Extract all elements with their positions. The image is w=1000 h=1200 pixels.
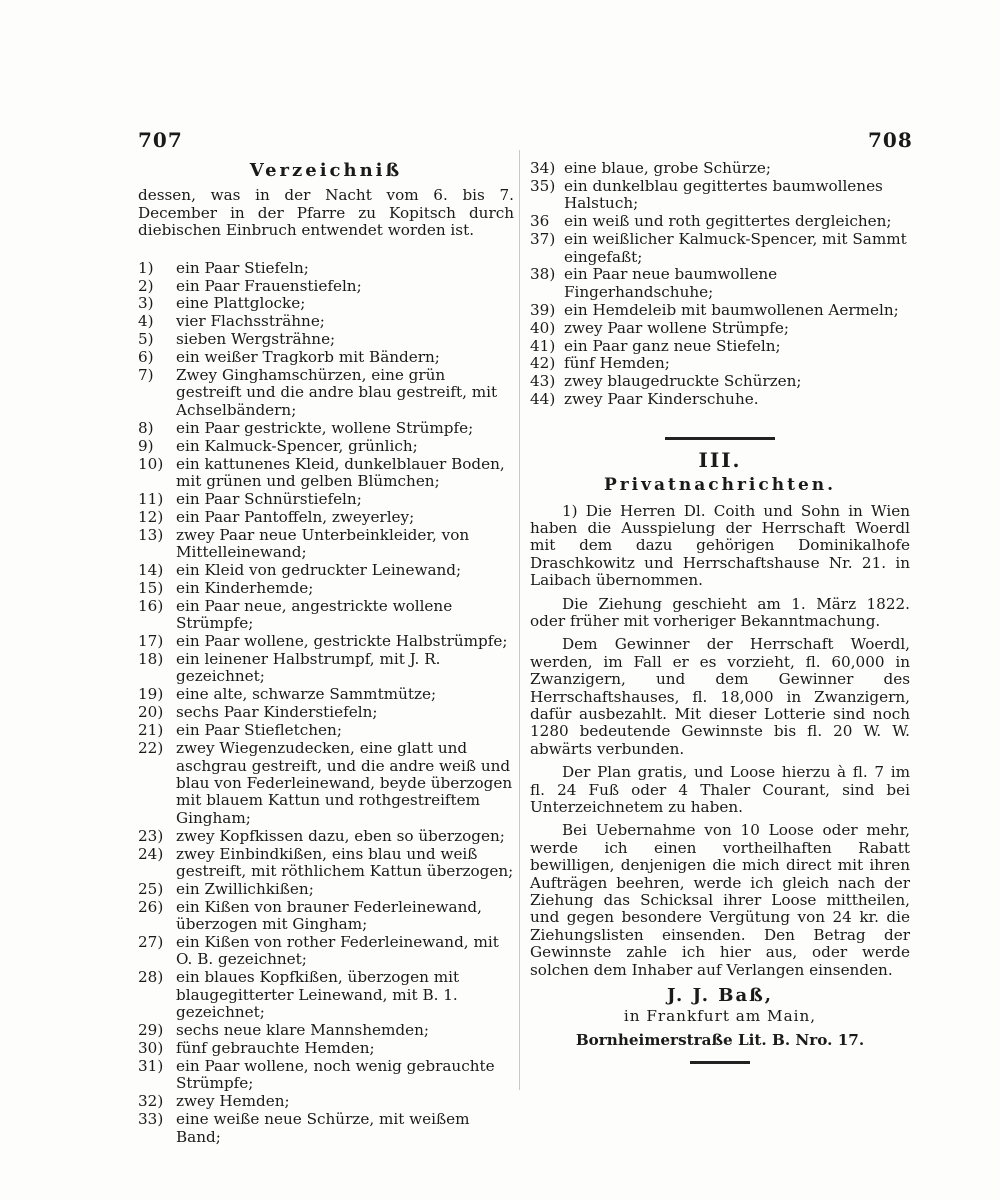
item-number: 36 [530,212,550,231]
list-item [530,391,910,408]
item-text: ein Paar Stiefletchen; [176,721,342,740]
item-number: 14) [138,561,164,580]
item-number: 35) [530,176,556,195]
item-text: ein Kißen von rother Federleinewand, mit O. B. gezeichnet; [176,933,499,969]
section-title: Privatnachrichten. [603,475,837,496]
item-text: ein kattunenes Kleid, dunkelblauer Boden, mit grünen und gelben Blümchen; [176,454,505,490]
list-item [138,934,514,969]
item-text: eine Plattglocke; [176,294,306,313]
list-item [530,338,910,355]
item-number: 6) [138,348,154,367]
notice-paragraph: Dem Gewinner der Herrschaft Woerdl, werden, im Fall er es vorzieht, fl. 60,000 in Zwanzigern, und dem Gewinner des Herrschaftshauses, fl. 18,000 in Zwanzigern, dafür ausbezahlt. Mit dieser Lotterie sind noch 1280 bedeutende Gewinnste bis fl. 20 W. W. abwärts verbunden. [530,635,910,758]
item-text: zwey Paar neue Unterbeinkleider, von Mittelleinewand; [176,525,470,562]
item-number: 37) [530,230,556,249]
list-item [138,686,514,703]
list-item [530,160,910,177]
section-rule [665,437,775,440]
item-number: 3) [138,294,154,313]
item-number: 23) [138,826,164,845]
list-item [138,1093,514,1110]
item-number: 19) [138,685,164,704]
item-text: zwey Paar Kinderschuhe. [564,390,759,409]
signature-name: J. J. Baß, [666,985,774,1007]
item-number: 33) [138,1110,164,1129]
item-text: ein dunkelblau gegittertes baumwollenes Halstuch; [564,176,883,213]
item-text: ein Zwillichkißen; [176,879,314,898]
list-item [138,651,514,686]
item-number: 12) [138,507,164,526]
item-number: 11) [138,489,164,508]
left-column [138,162,514,1146]
list-item [138,278,514,295]
item-number: 10) [138,454,164,473]
item-number: 40) [530,318,556,337]
item-number: 27) [138,933,164,952]
item-text: ein Kißen von brauner Federleinewand, überzogen mit Gingham; [176,897,482,934]
item-text: ein Paar neue, angestrickte wollene Strümpfe; [176,596,453,633]
list-item [530,373,910,390]
item-number: 5) [138,330,154,349]
item-text: zwey Hemden; [176,1092,290,1111]
list-item [138,527,514,562]
item-text: ein Kalmuck-Spencer, grünlich; [176,436,418,455]
item-number: 20) [138,703,164,722]
item-text: eine blaue, grobe Schürze; [564,159,772,177]
list-item [138,1040,514,1057]
signature-place: in Frankfurt am Main, [623,1007,817,1026]
item-text: sechs neue klare Mannshemden; [176,1021,429,1040]
item-number: 7) [138,366,154,385]
notice-paragraph: Bei Uebernahme von 10 Loose oder mehr, werde ich einen vortheilhaften Rabatt bewilligen, denjenigen die mich direct mit ihren Aufträgen beehren, werde ich gleich nach der Ziehung das Schicksal ihrer Loose mittheilen, und gegen besondere Vergütung von 24 kr. die Ziehungslisten einsenden. Den Betrag der Gewinnste zahle ich hier aus, oder werde solchen dem Inhaber auf Verlangen einsenden. [530,821,910,979]
item-number: 44) [530,390,556,409]
item-text: eine alte, schwarze Sammtmütze; [176,685,437,704]
item-number: 26) [138,897,164,916]
item-text: zwey blaugedruckte Schürzen; [564,372,802,391]
item-text: ein Paar gestrickte, wollene Strümpfe; [176,418,474,437]
page-number-right: 708 [868,128,913,152]
section-number: III. [698,447,742,472]
list-heading: Verzeichniß [249,160,403,181]
list-item [530,355,910,372]
item-number: 9) [138,436,154,455]
list-item [138,331,514,348]
list-item [138,633,514,650]
list-item [138,881,514,898]
item-text: zwey Kopfkissen dazu, eben so überzogen; [176,826,505,845]
item-text: ein Paar Frauenstiefeln; [176,276,362,295]
item-number: 2) [138,276,154,295]
item-number: 13) [138,525,164,544]
list-item [138,509,514,526]
item-number: 22) [138,739,164,758]
item-number: 25) [138,879,164,898]
list-item [530,302,910,319]
right-column [530,160,910,1064]
notice-paragraph: Der Plan gratis, und Loose hierzu à fl. 7 im fl. 24 Fuß oder 4 Thaler Courant, sind bei Unterzeichnetem zu haben. [530,763,910,816]
list-item [138,367,514,419]
item-text: ein Kinderhemde; [176,578,314,597]
item-number: 8) [138,418,154,437]
item-text: Zwey Ginghamschürzen, eine grün gestreift und die andre blau gestreift, mit Achselbändern; [176,366,498,419]
item-number: 43) [530,372,556,391]
list-item [138,260,514,277]
list-item [138,420,514,437]
list-item [138,899,514,934]
list-item [138,1111,514,1146]
item-number: 31) [138,1056,164,1075]
item-number: 4) [138,312,154,331]
item-number: 15) [138,578,164,597]
item-text: ein Paar Stiefeln; [176,258,309,277]
item-number: 38) [530,265,556,284]
item-text: vier Flachssträhne; [176,312,325,331]
notice-body [530,503,910,980]
item-text: ein Kleid von gedruckter Leinewand; [176,561,462,580]
list-item [530,320,910,337]
item-text: ein Paar neue baumwollene Fingerhandschuhe; [564,265,778,301]
stolen-items-list [138,260,514,1146]
list-item [138,456,514,491]
item-text: fünf gebrauchte Hemden; [176,1039,375,1057]
list-item [530,178,910,213]
item-text: zwey Wiegenzudecken, eine glatt und aschgrau gestreift, und die andre weiß und blau von Federleinewand, beyde überzogen mit blauem Kattun und rothgestreiftem Gingham; [176,739,513,827]
item-text: ein leinener Halbstrumpf, mit J. R. gezeichnet; [176,650,441,686]
item-number: 42) [530,354,556,373]
item-text: ein Paar ganz neue Stiefeln; [564,336,781,355]
stolen-items-list-continued [530,160,910,409]
item-text: ein Paar wollene, noch wenig gebrauchte Strümpfe; [176,1056,495,1093]
list-item [138,740,514,827]
item-text: ein Paar Pantoffeln, zweyerley; [176,507,415,526]
item-number: 30) [138,1039,164,1057]
list-item [138,313,514,330]
list-item [138,1058,514,1093]
list-item [138,349,514,366]
item-number: 41) [530,336,556,355]
list-item [138,846,514,881]
item-text: fünf Hemden; [564,354,670,373]
item-number: 39) [530,300,556,319]
closing-rule [690,1061,750,1064]
item-number: 17) [138,632,164,651]
list-item [138,438,514,455]
list-item [530,213,910,230]
list-item [138,828,514,845]
item-text: ein weißlicher Kalmuck-Spencer, mit Sammt eingefaßt; [564,230,907,266]
item-number: 1) [138,258,154,277]
item-text: ein weißer Tragkorb mit Bändern; [176,348,440,367]
item-text: zwey Paar wollene Strümpfe; [564,318,789,337]
item-text: zwey Einbindkißen, eins blau und weiß gestreift, mit röthlichem Kattun überzogen; [176,844,514,880]
list-item [530,231,910,266]
item-text: ein Paar Schnürstiefeln; [176,489,362,508]
item-number: 18) [138,650,164,669]
item-text: sechs Paar Kinderstiefeln; [176,703,378,722]
list-item [138,704,514,721]
item-text: ein Hemdeleib mit baumwollenen Aermeln; [564,300,899,319]
item-number: 32) [138,1092,164,1111]
notice-paragraph: 1) Die Herren Dl. Coith und Sohn in Wien haben die Ausspielung der Herrschaft Woerdl mit dem dazu gehörigen Dominikalhofe Draschkowitz und Herrschaftshause Nr. 21. in Laibach übernommen. [530,501,910,590]
column-divider [519,150,520,1090]
item-number: 34) [530,159,556,177]
item-text: ein Paar wollene, gestrickte Halbstrümpfe; [176,632,508,651]
signature-address: Bornheimerstraße Lit. B. Nro. 17. [575,1030,865,1049]
page-number-left: 707 [138,128,183,152]
list-item [138,722,514,739]
item-text: ein blaues Kopfkißen, überzogen mit blaugegitterter Leinewand, mit B. 1. gezeichnet; [176,968,460,1022]
item-number: 28) [138,968,164,987]
list-item [138,580,514,597]
list-intro: dessen, was in der Nacht vom 6. bis 7. December in der Pfarre zu Kopitsch durch diebischen Einbruch entwendet worden ist. [138,186,514,240]
list-item [530,266,910,301]
list-item [138,598,514,633]
item-number: 21) [138,721,164,740]
item-text: ein weiß und roth gegittertes dergleichen; [564,212,892,231]
item-text: sieben Wergsträhne; [176,330,336,349]
item-number: 29) [138,1021,164,1040]
notice-paragraph: Die Ziehung geschieht am 1. März 1822. oder früher mit vorheriger Bekanntmachung. [530,594,910,630]
list-item [138,562,514,579]
list-item [138,491,514,508]
list-item [138,295,514,312]
item-number: 24) [138,844,164,863]
item-number: 16) [138,596,164,615]
list-item [138,969,514,1021]
item-text: eine weiße neue Schürze, mit weißem Band; [176,1110,470,1146]
list-item [138,1022,514,1039]
